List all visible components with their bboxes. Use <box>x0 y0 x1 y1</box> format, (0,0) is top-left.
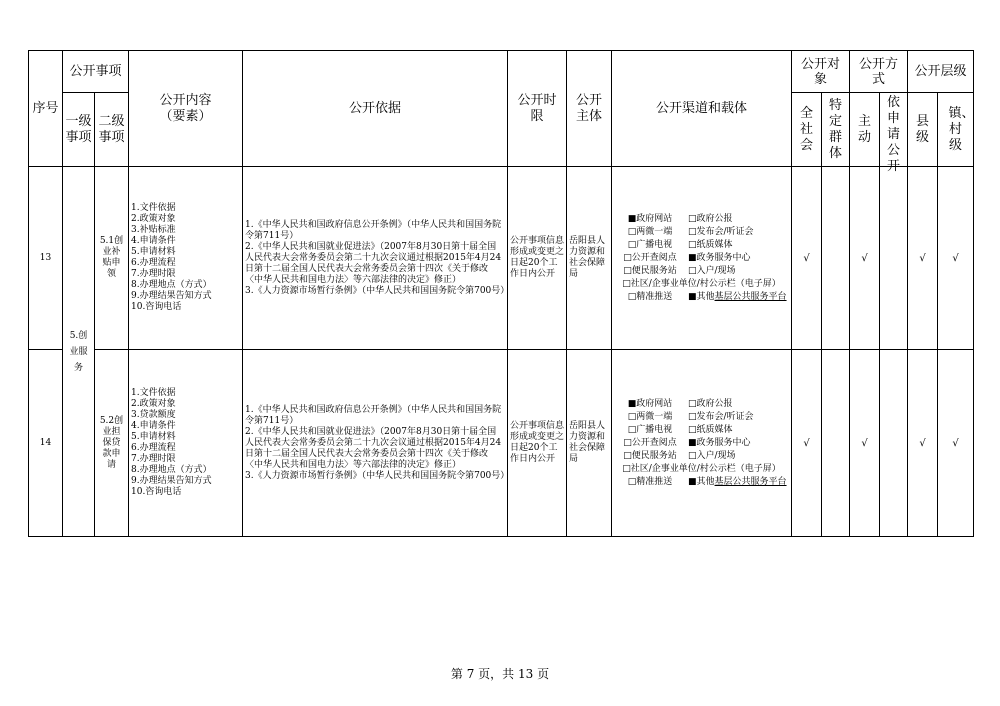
level-county-check: √ <box>908 167 938 350</box>
disclosure-table <box>28 50 974 537</box>
time-cell: 公开事项信息形成或变更之日起20个工作日内公开 <box>508 350 567 537</box>
header-target-specific: 特定群体 <box>822 93 850 167</box>
header-mode-active: 主动 <box>850 93 880 167</box>
channel-cell: ■政府网站 □政府公报 □两微一端 □发布会/听证会 □广播电视 □纸质媒体 □公开查阅点 ■政务服务中心 □便民服务站 □入户/现场 □社区/企事业单位/村公示栏（电子屏） □精准推送 ■其他基层公共服务平台 <box>612 167 792 350</box>
mode-request-check <box>880 350 908 537</box>
mode-request-check <box>880 167 908 350</box>
level-county-check: √ <box>908 350 938 537</box>
basis-cell: 1.《中华人民共和国政府信息公开条例》（中华人民共和国国务院令第711号） 2.《中华人民共和国就业促进法》（2007年8月30日第十届全国人民代表大会常务委员会第二十九次会议通过根据2015年4月24日第十二届全国人民代表大会常务委员会第十四次《关于修改〈中华人民共和国电力法〉等六部法律的决定》修正） 3.《人力资源市场暂行条例》（中华人民共和国国务院令第700号） <box>243 350 508 537</box>
row-seq: 14 <box>29 350 63 537</box>
content-list: 1.文件依据 2.政策对象 3.补贴标准 4.申请条件 5.申请材料 6.办理流程 7.办理时限 8.办理地点（方式） 9.办理结果告知方式 10.咨询电话 <box>129 167 243 350</box>
mode-active-check: √ <box>850 167 880 350</box>
basis-cell: 1.《中华人民共和国政府信息公开条例》（中华人民共和国国务院令第711号） 2.《中华人民共和国就业促进法》（2007年8月30日第十届全国人民代表大会常务委员会第二十九次会议通过根据2015年4月24日第十二届全国人民代表大会常务委员会第十四次《关于修改〈中华人民共和国电力法〉等六部法律的决定》修正） 3.《人力资源市场暂行条例》（中华人民共和国国务院令第700号） <box>243 167 508 350</box>
header-level1: 一级事项 <box>63 93 95 167</box>
level-town-check: √ <box>938 350 974 537</box>
target-all-check: √ <box>792 350 822 537</box>
header-target-all: 全社会 <box>792 93 822 167</box>
level2-cell: 5.2创业担保贷款申请 <box>95 350 129 537</box>
target-all-check: √ <box>792 167 822 350</box>
header-channel: 公开渠道和载体 <box>612 51 792 167</box>
header-target-group: 公开对象 <box>792 51 850 93</box>
header-level-town: 镇、村级 <box>938 93 974 167</box>
header-subject: 公开主体 <box>567 51 612 167</box>
level2-cell: 5.1创业补贴申领 <box>95 167 129 350</box>
time-cell: 公开事项信息形成或变更之日起20个工作日内公开 <box>508 167 567 350</box>
header-content: 公开内容（要素） <box>129 51 243 167</box>
header-mode-group: 公开方式 <box>850 51 908 93</box>
header-items-group: 公开事项 <box>63 51 129 93</box>
mode-active-check: √ <box>850 350 880 537</box>
header-mode-request: 依申请公开 <box>880 93 908 167</box>
subject-cell: 岳阳县人力资源和社会保障局 <box>567 167 612 350</box>
row-seq: 13 <box>29 167 63 350</box>
header-level-group: 公开层级 <box>908 51 974 93</box>
table-row <box>29 167 974 350</box>
target-specific-check <box>822 167 850 350</box>
subject-cell: 岳阳县人力资源和社会保障局 <box>567 350 612 537</box>
header-level2: 二级事项 <box>95 93 129 167</box>
level1-cell: 5.创业服务 <box>63 167 95 537</box>
header-level-county: 县级 <box>908 93 938 167</box>
channel-cell: ■政府网站 □政府公报 □两微一端 □发布会/听证会 □广播电视 □纸质媒体 □公开查阅点 ■政务服务中心 □便民服务站 □入户/现场 □社区/企事业单位/村公示栏（电子屏） □精准推送 ■其他基层公共服务平台 <box>612 350 792 537</box>
content-list: 1.文件依据 2.政策对象 3.贷款额度 4.申请条件 5.申请材料 6.办理流程 7.办理时限 8.办理地点（方式） 9.办理结果告知方式 10.咨询电话 <box>129 350 243 537</box>
header-time: 公开时限 <box>508 51 567 167</box>
page-footer: 第 7 页，共 13 页 <box>450 667 550 681</box>
level-town-check: √ <box>938 167 974 350</box>
target-specific-check <box>822 350 850 537</box>
header-seq: 序号 <box>29 51 63 167</box>
table-row <box>29 350 974 537</box>
header-basis: 公开依据 <box>243 51 508 167</box>
